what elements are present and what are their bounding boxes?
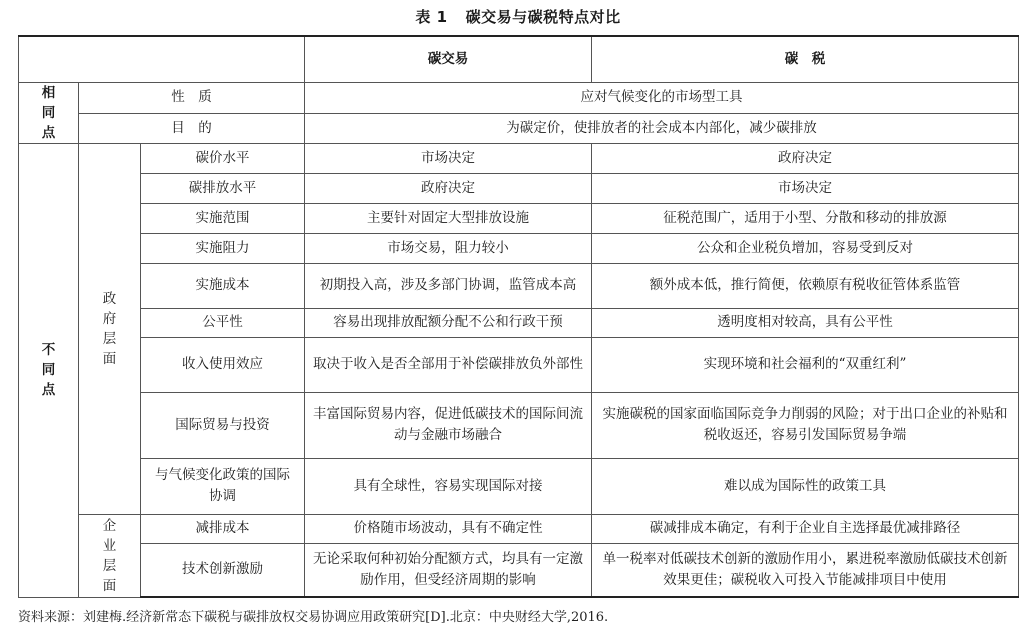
- table-row: [19, 263, 1019, 308]
- carbon-tax-cell: 市场决定: [592, 173, 1019, 203]
- group-gov-text: 政 府 层 面: [102, 290, 117, 367]
- table-number: 表 1: [415, 8, 448, 26]
- row-label: 碳价水平: [141, 143, 305, 173]
- row-label: 实施成本: [141, 263, 305, 308]
- group-diff-text: 不 同 点: [41, 342, 56, 398]
- carbon-tax-cell: 政府决定: [592, 143, 1019, 173]
- carbon-tax-cell: 难以成为国际性的政策工具: [592, 458, 1019, 514]
- carbon-trading-cell: 市场交易，阻力较小: [305, 233, 592, 263]
- row-label: 公平性: [141, 308, 305, 337]
- group-same-text: 相 同 点: [41, 84, 56, 141]
- table-row: [19, 82, 1019, 113]
- row-label: 性 质: [79, 82, 305, 113]
- carbon-tax-cell: 公众和企业税负增加，容易受到反对: [592, 233, 1019, 263]
- table-row: [19, 458, 1019, 514]
- table-row: [19, 203, 1019, 233]
- carbon-trading-cell: 价格随市场波动，具有不确定性: [305, 514, 592, 543]
- carbon-tax-cell: 额外成本低，推行简便，依赖原有税收征管体系监管: [592, 263, 1019, 308]
- row-label: 国际贸易与投资: [141, 392, 305, 458]
- header-carbon-trading: 碳交易: [305, 36, 592, 82]
- table-row: [19, 233, 1019, 263]
- table-row: [19, 173, 1019, 203]
- table-row: [19, 113, 1019, 143]
- carbon-trading-cell: 主要针对固定大型排放设施: [305, 203, 592, 233]
- table-row: [19, 543, 1019, 597]
- carbon-trading-cell: 市场决定: [305, 143, 592, 173]
- carbon-trading-cell: 无论采取何种初始分配额方式，均具有一定激励作用，但受经济周期的影响: [305, 543, 592, 597]
- carbon-tax-cell: 征税范围广，适用于小型、分散和移动的排放源: [592, 203, 1019, 233]
- row-label: 与气候变化政策的国际协调: [141, 458, 305, 514]
- table-title: [0, 6, 1036, 27]
- table-title-text: 碳交易与碳税特点对比: [465, 8, 621, 26]
- row-label: 实施范围: [141, 203, 305, 233]
- group-enterprise-text: 企 业 层 面: [102, 517, 117, 594]
- row-label: 实施阻力: [141, 233, 305, 263]
- row-shared-value: 应对气候变化的市场型工具: [305, 82, 1019, 113]
- table-row: [19, 392, 1019, 458]
- carbon-trading-cell: 初期投入高，涉及多部门协调，监管成本高: [305, 263, 592, 308]
- row-label: 碳排放水平: [141, 173, 305, 203]
- row-shared-value: 为碳定价，使排放者的社会成本内部化，减少碳排放: [305, 113, 1019, 143]
- header-blank-cell: [19, 36, 305, 82]
- carbon-trading-cell: 取决于收入是否全部用于补偿碳排放负外部性: [305, 337, 592, 392]
- carbon-trading-cell: 政府决定: [305, 173, 592, 203]
- group-enterprise-label: [79, 514, 141, 597]
- carbon-tax-cell: 实现环境和社会福利的“双重红利”: [592, 337, 1019, 392]
- carbon-tax-cell: 碳减排成本确定，有利于企业自主选择最优减排路径: [592, 514, 1019, 543]
- row-label: 目 的: [79, 113, 305, 143]
- source-note: 资料来源：刘建梅.经济新常态下碳税与碳排放权交易协调应用政策研究[D].北京：中央财经大学,2016.: [18, 610, 609, 625]
- row-label: 技术创新激励: [141, 543, 305, 597]
- carbon-tax-cell: 透明度相对较高，具有公平性: [592, 308, 1019, 337]
- carbon-tax-cell: 实施碳税的国家面临国际竞争力削弱的风险；对于出口企业的补贴和税收返还，容易引发国际贸易争端: [592, 392, 1019, 458]
- row-label: 收入使用效应: [141, 337, 305, 392]
- carbon-trading-cell: 容易出现排放配额分配不公和行政干预: [305, 308, 592, 337]
- header-row: [19, 36, 1019, 82]
- comparison-table: [18, 35, 1019, 598]
- table-row: [19, 514, 1019, 543]
- carbon-trading-cell: 具有全球性，容易实现国际对接: [305, 458, 592, 514]
- table-row: [19, 308, 1019, 337]
- row-label: 减排成本: [141, 514, 305, 543]
- group-diff-label: [19, 143, 79, 597]
- carbon-trading-cell: 丰富国际贸易内容，促进低碳技术的国际间流动与金融市场融合: [305, 392, 592, 458]
- group-gov-label: [79, 143, 141, 514]
- table-row: [19, 337, 1019, 392]
- header-carbon-tax: 碳 税: [592, 36, 1019, 82]
- carbon-tax-cell: 单一税率对低碳技术创新的激励作用小，累进税率激励低碳技术创新效果更佳；碳税收入可投入节能减排项目中使用: [592, 543, 1019, 597]
- group-same-label: [19, 82, 79, 143]
- table-row: [19, 143, 1019, 173]
